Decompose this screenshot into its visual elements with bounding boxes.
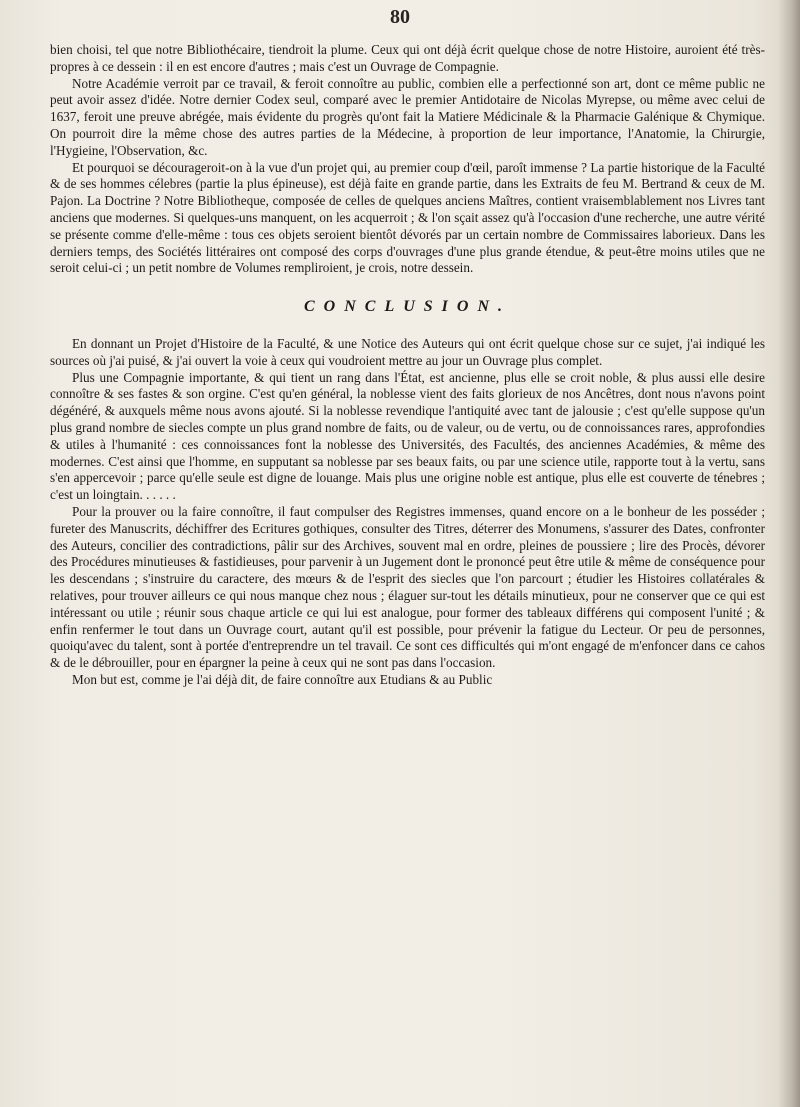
paragraph-7: Mon but est, comme je l'ai déjà dit, de faire connoître aux Etudians & au Public [72,671,493,687]
page-number: 80 [390,6,410,28]
section-heading: CONCLUSION. [303,298,511,316]
paragraph-1: bien choisi, tel que notre Bibliothécaire, tiendroit la plume. Ceux qui ont déjà écrit quelque chose de notre Histoire, auroient été très-propres à ce dessein : il en est encore d'autres ; mais c'est un Ouvrage de Compagnie. [50,42,765,74]
paragraph-3: Et pourquoi se décourageroit-on à la vue d'un projet qui, au premier coup d'œil, paroît immense ? La partie historique de la Faculté & de ses hommes célebres (partie la plus épineuse), est déjà faite en grande partie, dans les Extraits de feu M. Bertrand & ceux de M. Pajon. La Doctrine ? Notre Bibliotheque, composée de celles de quelques anciens Maîtres, contient vraisemblablement nos Livres tant anciens que modernes. Si quelques-uns manquent, on les acquerroit ; & l'on sçait assez qu'à l'occasion d'une recherche, une autre vérité se présente comme d'elle-même : tous ces objets seroient bientôt dévorés par un certain nombre de Commissaires laborieux. Dans les derniers temps, des Sociétés littéraires ont composé des corps d'ouvrages d'une plus grande étendue, & peut-être moins utiles que ne seroit celui-ci ; un petit nombre de Volumes rempliroient, je crois, notre dessein. [50,159,765,276]
body-text [50,42,765,689]
paragraph-2: Notre Académie verroit par ce travail, & feroit connoître au public, combien elle a perfectionné son art, dont ce même public ne peut avoir assez d'idée. Notre dernier Codex seul, comparé avec le premier Antidotaire de Nicolas Myrepse, ou même avec celui de 1637, feroit une preuve abrégée, mais évidente du progrès qu'ont fait la Matiere Médicinale & la Pharmacie Galénique & Chymique. On pourroit dire la même chose des autres parties de la Médecine, à proportion de leur importance, l'Anatomie, la Chirurgie, l'Hygieine, l'Observation, &c. [50,75,765,158]
paragraph-5: Plus une Compagnie importante, & qui tient un rang dans l'État, est ancienne, plus elle se croit noble, & plus aussi elle desire connoître & ses fastes & son orgine. C'est qu'en général, la noblesse vient des faits glorieux de nos Ancêtres, dont nous n'avons point dégénéré, & auxquels même nous avons ajouté. Si la noblesse revendique l'antiquité avec tant de jalousie ; c'est qu'elle suppose qu'un plus grand nombre de siecles compte un plus grand nombre de faits, ou de valeur, ou de vertu, ou de connoissances rares, approfondies & utiles à l'humanité : ces connoissances font la noblesse des Universités, des Facultés, des anciennes Académies, & même des modernes. C'est ainsi que l'homme, en supputant sa noblesse par ses beaux faits, ou par une science utile, rapporte tout à la vertu, sans s'en appercevoir ; parce qu'elle seule est digne de louange. Mais plus une origine noble est antique, plus elle est couverte de ténebres ; c'est un loingtain. . . . . . [50,369,765,503]
paragraph-6: Pour la prouver ou la faire connoître, il faut compulser des Registres immenses, quand encore on a le bonheur de les posséder ; fureter des Manuscrits, déchiffrer des Ecritures gothiques, consulter des Titres, déterrer des Monumens, s'assurer des Dates, confronter des Auteurs, concilier des contradictions, pâlir sur des Archives, souvent mal en ordre, pleines de poussiere ; lire des Procès, dévorer des Procédures minutieuses & fastidieuses, pour parvenir à un Jugement dont le prononcé peut être utile & même de conséquence pour les descendans ; s'instruire du caractere, des mœurs & de l'esprit des siecles que l'on parcourt ; étudier les Histoires collatérales & relatives, pour trouver ailleurs ce qui nous manque chez nous ; élaguer sur-tout les détails minutieux, pour ne conserver que ce qui est intéressant ou utile ; réunir sous chaque article ce qui lui est analogue, pour former des tableaux différens qui composent l'unité ; & enfin renfermer le tout dans un Ouvrage court, autant qu'il est possible, pour prévenir la fatigue du Lecteur. Or peu de personnes, quoiqu'avec du talent, sont à portée d'entreprendre un tel travail. Ce sont ces difficultés qui m'ont engagé de m'enfoncer dans ce cahos & de le débrouiller, pour en épargner la peine à ceux qui ne sont pas dans l'occasion. [50,503,765,671]
binding-shadow [778,0,800,1107]
paragraph-4: En donnant un Projet d'Histoire de la Faculté, & une Notice des Auteurs qui ont écrit quelque chose sur ce sujet, j'ai indiqué les sources où j'ai puisé, & j'ai ouvert la voie à ceux qui voudroient mettre au jour un Ouvrage plus complet. [50,335,765,368]
